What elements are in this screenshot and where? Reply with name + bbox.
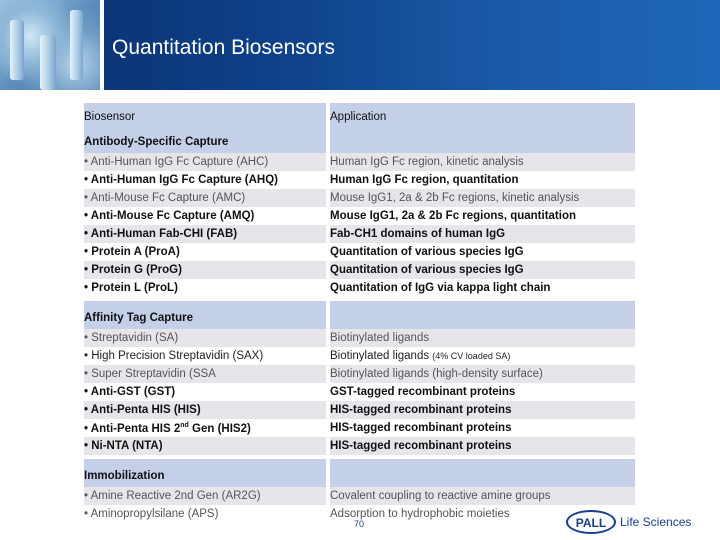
application-cell: Mouse IgG1, 2a & 2b Fc regions, quantitation [330,210,577,222]
pall-logo [566,510,716,536]
biosensor-table [84,103,635,523]
section-header [84,301,635,329]
table-header-row [84,103,635,125]
application-cell: Covalent coupling to reactive amine groups [330,487,635,505]
biosensor-cell: • Aminopropylsilane (APS) [84,508,219,520]
biosensor-cell: • Super Streptavidin (SSA [84,365,326,383]
section-title: Antibody-Specific Capture [84,125,326,153]
column-header-application: Application [330,103,635,125]
table-row [84,171,635,189]
table-row [84,207,635,225]
vial-image [70,10,83,80]
biosensor-cell: • Anti-Human Fab-CHI (FAB) [84,225,326,243]
section-header [84,459,635,487]
application-cell: GST-tagged recombinant proteins [330,386,516,398]
table-row [84,261,635,279]
application-cell: Adsorption to hydrophobic moieties [330,508,510,520]
page-title: Quantitation Biosensors [112,36,335,59]
application-cell: HIS-tagged recombinant proteins [330,422,512,434]
application-cell: HIS-tagged recombinant proteins [330,437,635,455]
biosensor-cell: • Anti-Mouse Fc Capture (AMC) [84,189,326,207]
section-header [84,125,635,153]
biosensor-cell: • Protein G (ProG) [84,261,326,279]
table-row [84,383,635,401]
application-cell: Human IgG Fc region, quantitation [330,174,519,186]
application-text: Biotinylated ligands [330,350,430,362]
vial-image [10,20,24,80]
page-number: 70 [354,519,365,529]
table-row [84,419,635,437]
table-row [84,329,635,347]
biosensor-cell: • Protein L (ProL) [84,282,178,294]
biosensor-cell: • Anti-GST (GST) [84,386,176,398]
application-cell: HIS-tagged recombinant proteins [330,401,635,419]
vial-image [40,35,56,90]
logo-mark: PALL [566,510,616,534]
table-row [84,279,635,297]
section-title: Affinity Tag Capture [84,301,326,329]
biosensor-text: Gen (HIS2) [188,422,251,435]
biosensor-cell: • Ni-NTA (NTA) [84,437,326,455]
biosensor-cell: • Protein A (ProA) [84,246,180,258]
application-cell: Human IgG Fc region, kinetic analysis [330,153,635,171]
table-row [84,347,635,365]
table-row [84,243,635,261]
biosensor-cell: • Anti-Human IgG Fc Capture (AHC) [84,153,326,171]
table-row [84,365,635,383]
ordinal-suffix: nd [180,422,189,429]
biosensor-cell: • Amine Reactive 2nd Gen (AR2G) [84,487,326,505]
table-row [84,401,635,419]
table-row [84,189,635,207]
application-cell: Fab-CH1 domains of human IgG [330,225,635,243]
application-cell: Quantitation of IgG via kappa light chain [330,282,551,294]
application-cell: Mouse IgG1, 2a & 2b Fc regions, kinetic analysis [330,189,635,207]
biosensor-cell: • Anti-Human IgG Fc Capture (AHQ) [84,174,278,186]
biosensor-text: • Anti-Penta HIS 2 [84,422,181,435]
table-row [84,437,635,455]
section-title: Immobilization [84,459,326,487]
biosensor-cell: • Streptavidin (SA) [84,329,326,347]
column-header-biosensor: Biosensor [84,103,326,125]
biosensor-cell: • High Precision Streptavidin (SAX) [84,350,264,362]
application-cell: Biotinylated ligands [330,329,635,347]
application-cell: Biotinylated ligands (high-density surface) [330,365,635,383]
biosensor-cell [84,419,326,437]
application-cell: Quantitation of various species IgG [330,261,635,279]
biosensor-cell: • Anti-Mouse Fc Capture (AMQ) [84,210,255,222]
divider [100,0,104,90]
application-note: (4% CV loaded SA) [432,351,511,361]
table-row [84,487,635,505]
table-row [84,153,635,171]
header-photo [0,0,100,90]
table-row [84,225,635,243]
biosensor-cell: • Anti-Penta HIS (HIS) [84,401,326,419]
logo-text: Life Sciences [620,515,692,529]
application-cell [330,347,635,365]
application-cell: Quantitation of various species IgG [330,246,524,258]
header-banner [0,0,720,90]
